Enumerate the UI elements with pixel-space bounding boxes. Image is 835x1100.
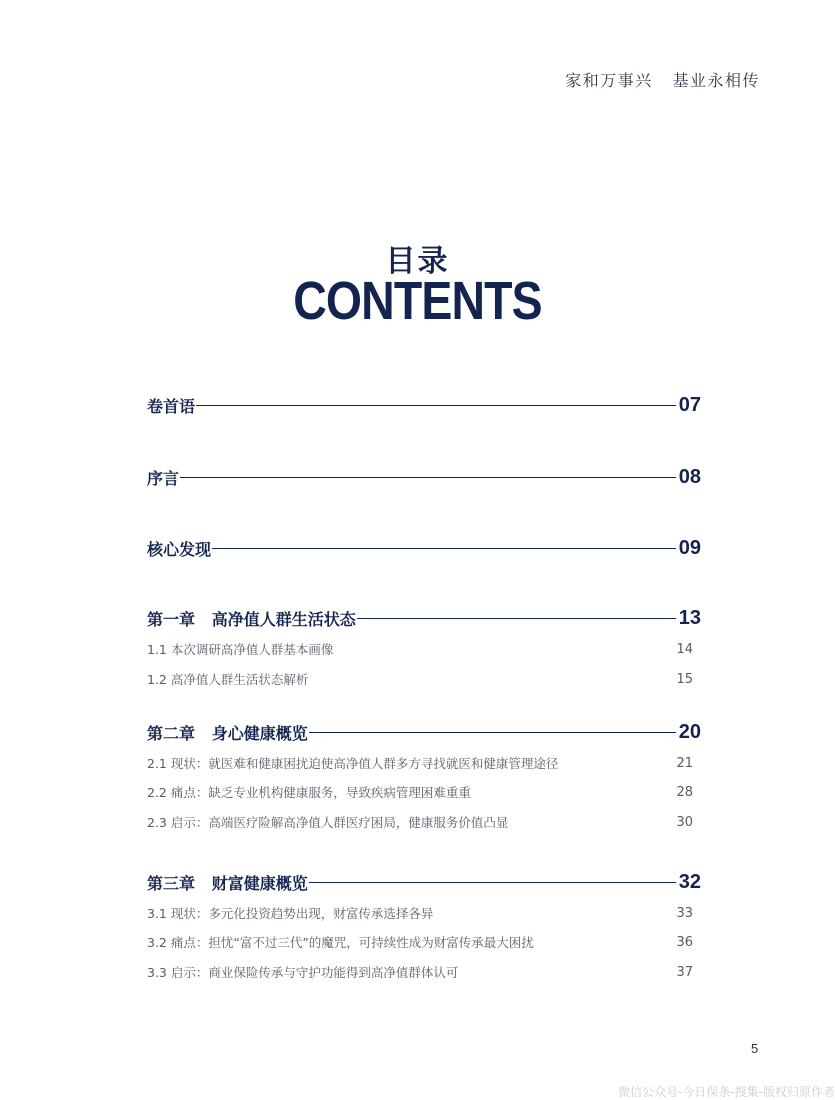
- toc-subentry-page: 36: [676, 934, 693, 950]
- toc-leader-line: [357, 618, 676, 619]
- toc-subentry-page: 37: [676, 964, 693, 980]
- toc-subentry-label: 2.1 现状：就医难和健康困扰迫使高净值人群多方寻找就医和健康管理途径: [147, 756, 559, 771]
- toc-subentry-page: 28: [676, 784, 693, 800]
- contents-title-chinese: 目录: [385, 244, 450, 279]
- toc-subentry-1-2[interactable]: [147, 668, 703, 690]
- toc-leader-line: [309, 732, 676, 733]
- toc-entry-page: 32: [678, 870, 701, 893]
- toc-entry-chapter-1[interactable]: [147, 604, 703, 632]
- toc-entry-page: 20: [678, 720, 701, 743]
- toc-subentry-label: 2.3 启示：高端医疗险解高净值人群医疗困局，健康服务价值凸显: [147, 815, 509, 830]
- toc-subentry-page: 33: [676, 905, 693, 921]
- toc-subentry-1-1[interactable]: [147, 638, 703, 660]
- toc-subentry-label: 1.1 本次调研高净值人群基本画像: [147, 642, 334, 657]
- toc-entry-page: 08: [678, 465, 701, 488]
- toc-entry-chapter-2[interactable]: [147, 718, 703, 746]
- toc-leader-line: [309, 882, 676, 883]
- toc-entry-page: 07: [678, 393, 701, 416]
- toc-entry-label: 序言: [147, 468, 180, 488]
- toc-entry-label: 核心发现: [147, 539, 212, 559]
- toc-entry-foreword[interactable]: [147, 463, 703, 491]
- toc-subentry-label: 3.3 启示：商业保险传承与守护功能得到高净值群体认可: [147, 965, 459, 980]
- toc-entry-label: 第二章 身心健康概览: [147, 723, 308, 743]
- toc-subentry-label: 3.2 痛点：担忧“富不过三代”的魔咒，可持续性成为财富传承最大困扰: [147, 935, 534, 950]
- toc-subentry-page: 30: [676, 814, 693, 830]
- contents-title-english: CONTENTS: [293, 271, 542, 331]
- toc-subentry-3-3[interactable]: [147, 961, 703, 983]
- toc-leader-line: [212, 548, 676, 549]
- toc-entry-label: 第三章 财富健康概览: [147, 873, 308, 893]
- toc-entry-page: 13: [678, 606, 701, 629]
- toc-entry-label: 第一章 高净值人群生活状态: [147, 609, 356, 629]
- toc-subentry-page: 14: [676, 641, 693, 657]
- toc-subentry-2-2[interactable]: [147, 781, 703, 803]
- toc-entry-preface-note[interactable]: [147, 391, 703, 419]
- toc-entry-label: 卷首语: [147, 396, 196, 416]
- page-number: 5: [751, 1041, 759, 1056]
- toc-subentry-3-2[interactable]: [147, 931, 703, 953]
- header-motto: 家和万事兴 基业永相传: [565, 71, 760, 90]
- toc-subentry-label: 2.2 痛点：缺乏专业机构健康服务，导致疾病管理困难重重: [147, 785, 471, 800]
- watermark-text: 微信公众号-今日保条-搜集-版权归原作者: [618, 1085, 835, 1099]
- toc-entry-chapter-3[interactable]: [147, 868, 703, 896]
- toc-subentry-3-1[interactable]: [147, 902, 703, 924]
- toc-subentry-label: 1.2 高净值人群生活状态解析: [147, 672, 309, 687]
- toc-subentry-2-1[interactable]: [147, 752, 703, 774]
- toc-entry-key-findings[interactable]: [147, 534, 703, 562]
- toc-entry-page: 09: [678, 536, 701, 559]
- toc-subentry-page: 15: [676, 671, 693, 687]
- toc-subentry-page: 21: [676, 755, 693, 771]
- toc-subentry-2-3[interactable]: [147, 811, 703, 833]
- toc-leader-line: [180, 477, 676, 478]
- toc-subentry-label: 3.1 现状：多元化投资趋势出现，财富传承选择各异: [147, 906, 434, 921]
- toc-leader-line: [196, 405, 676, 406]
